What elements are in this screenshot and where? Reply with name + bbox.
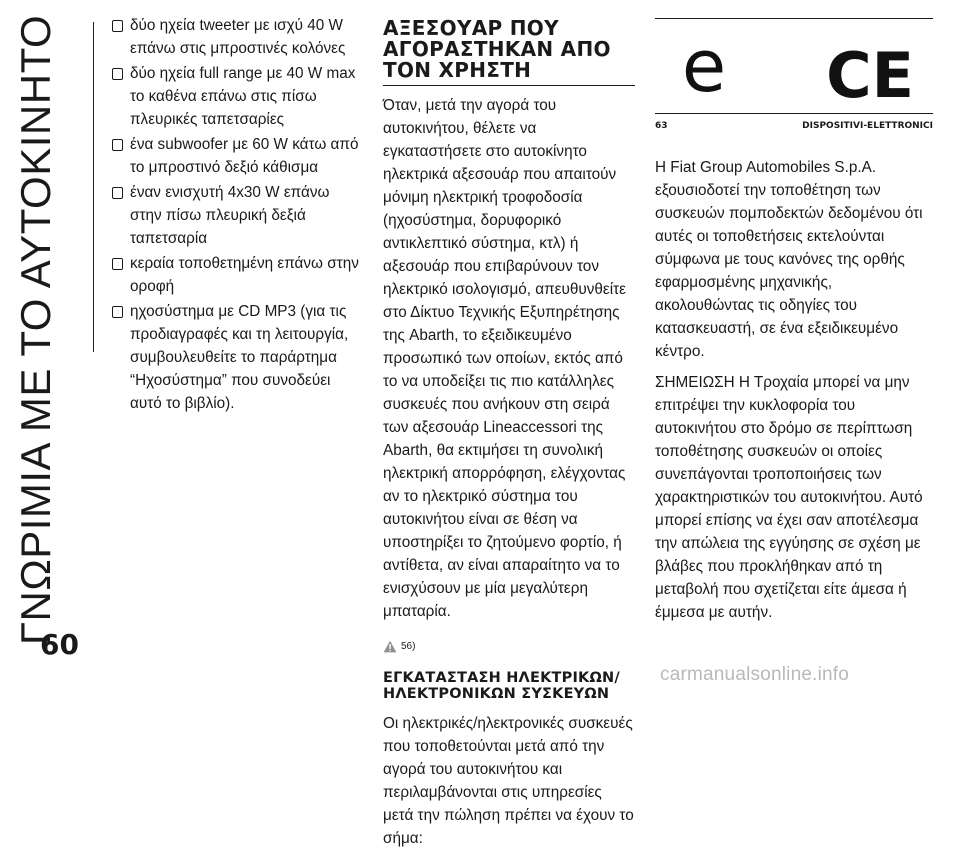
authorization-paragraph: Η Fiat Group Automobiles S.p.A. εξουσιοδοτεί την τοποθέτηση των συσκευών πομποδεκτών δεδομένου ότι αυτές οι τοποθετήσεις εκτελούνται σύμφωνα με τους κανόνες της ορθής εφαρμοσμένης μηχανικής, ακολουθώντας τις οδηγίες του κατασκευαστή, σε ένα εξειδικευμένο κέντρο. [655,159,923,360]
list-item: ηχοσύστημα με CD MP3 (για τις προδιαγραφές και τη λειτουργία, συμβουλευθείτε το παράρτημα “Ηχοσύστημα” που συνοδεύει αυτό το βιβλίο). [112,300,362,415]
accessories-paragraph: Όταν, μετά την αγορά του αυτοκινήτου, θέλετε να εγκαταστήσετε στο αυτοκίνητο ηλεκτρικά αξεσουάρ που απαιτούν μόνιμη ηλεκτρική τροφοδοσία (ηχοσύστημα, δορυφορικό αντικλεπτικό σύστημα, κτλ) ή αξεσουάρ που επιβαρύνουν τον ηλεκτρικό ισολογισμό, απευθυνθείτε στο Δίκτυο Τεχνικής Εξυπηρέτησης της Abarth, το εξειδικευμένο προσωπικό των οποίων, εκτός από το να υποδείξει τις πιο κατάλληλες συσκευές που ανήκουν στη σειρά των αξεσουάρ Lineaccessori της Abarth, θα εκτιμήσει τη συνολική ηλεκτρική απορρόφηση, ελέγχοντας αν το ηλεκτρικό σύστημα του αυτοκινήτου είναι σε θέση να υποστηρίξει το ζητούμενο φορτίο, ή αντίθετα, αν είναι απαραίτητο να το ενισχύσουν με μία μεγαλύτερη μπαταρία. [383,97,626,620]
note-paragraph: ΣΗΜΕΙΩΣΗ Η Τροχαία μπορεί να μην επιτρέψει την κυκλοφορία του αυτοκινήτου στο δρόμο σε περίπτωση τοποθέτησης συσκευών οι οποίες συνεπάγονται τροποποιήσεις των χαρακτηριστικών του αυτοκινήτου. Αυτό μπορεί επίσης να έχει σαν αποτέλεσμα την απώλεια της εγγύησης σε σχέση με βλάβες που προκλήθηκαν από τη μεταβολή που σχετίζεται είτε άμεσα ή έμμεσα με αυτήν. [655,374,923,621]
ce-mark-icon [820,39,920,109]
figure-label: DISPOSITIVI-ELETTRONICI [802,121,933,131]
page-number: 60 [40,628,79,661]
installation-heading: ΕΓΚΑΤΑΣΤΑΣΗ ΗΛΕΚΤΡΙΚΩΝ/ΗΛΕΚΤΡΟΝΙΚΩΝ ΣΥΣΚΕΥΩΝ [383,670,620,702]
figure-rule [655,113,933,114]
figure-caption [655,115,933,138]
warning-note-reference: 56) [383,635,635,658]
list-item: δύο ηχεία full range με 40 W max το καθένα επάνω στις πίσω πλευρικές ταπετσαρίες [112,62,362,131]
certification-section [655,18,935,624]
certification-marks-figure [655,18,933,111]
list-item: ένα subwoofer με 60 W κάτω από το μπροστινό δεξιό κάθισμα [112,133,362,179]
checkbox-bullet-icon [112,258,123,270]
list-item: δύο ηχεία tweeter με ισχύ 40 W επάνω στις μπροστινές κολόνες [112,14,362,60]
warning-icon [383,640,397,653]
watermark: carmanualsonline.info [660,664,850,685]
checkbox-bullet-icon [112,20,123,32]
section-title: ΓΝΩΡΙΜΙΑ ΜΕ ΤΟ ΑΥΤΟΚΙΝΗΤΟ [12,14,59,646]
checkbox-bullet-icon [112,306,123,318]
accessories-section [383,18,635,850]
checkbox-bullet-icon [112,68,123,80]
svg-text:CE: CE [826,39,914,109]
section-heading: ΑΞΕΣΟΥΑΡ ΠΟΥ ΑΓΟΡΑΣΤΗΚΑΝ ΑΠΟ ΤΟΝ ΧΡΗΣΤΗ [383,18,635,86]
svg-text:e: e [681,35,727,105]
installation-paragraph: Οι ηλεκτρικές/ηλεκτρονικές συσκευές που τοποθετούνται μετά από την αγορά του αυτοκινήτου και περιλαμβάνονται στις υπηρεσίες μετά την πώληση πρέπει να έχουν το σήμα: [383,715,634,847]
list-item: έναν ενισχυτή 4x30 W επάνω στην πίσω πλευρική δεξιά ταπετσαρία [112,181,362,250]
list-item: κεραία τοποθετημένη επάνω στην οροφή [112,252,362,298]
sidebar-rule [93,22,94,352]
checkbox-bullet-icon [112,187,123,199]
e-mark-icon [669,35,739,105]
equipment-list [112,14,362,417]
figure-number: 63 [655,121,668,131]
checkbox-bullet-icon [112,139,123,151]
